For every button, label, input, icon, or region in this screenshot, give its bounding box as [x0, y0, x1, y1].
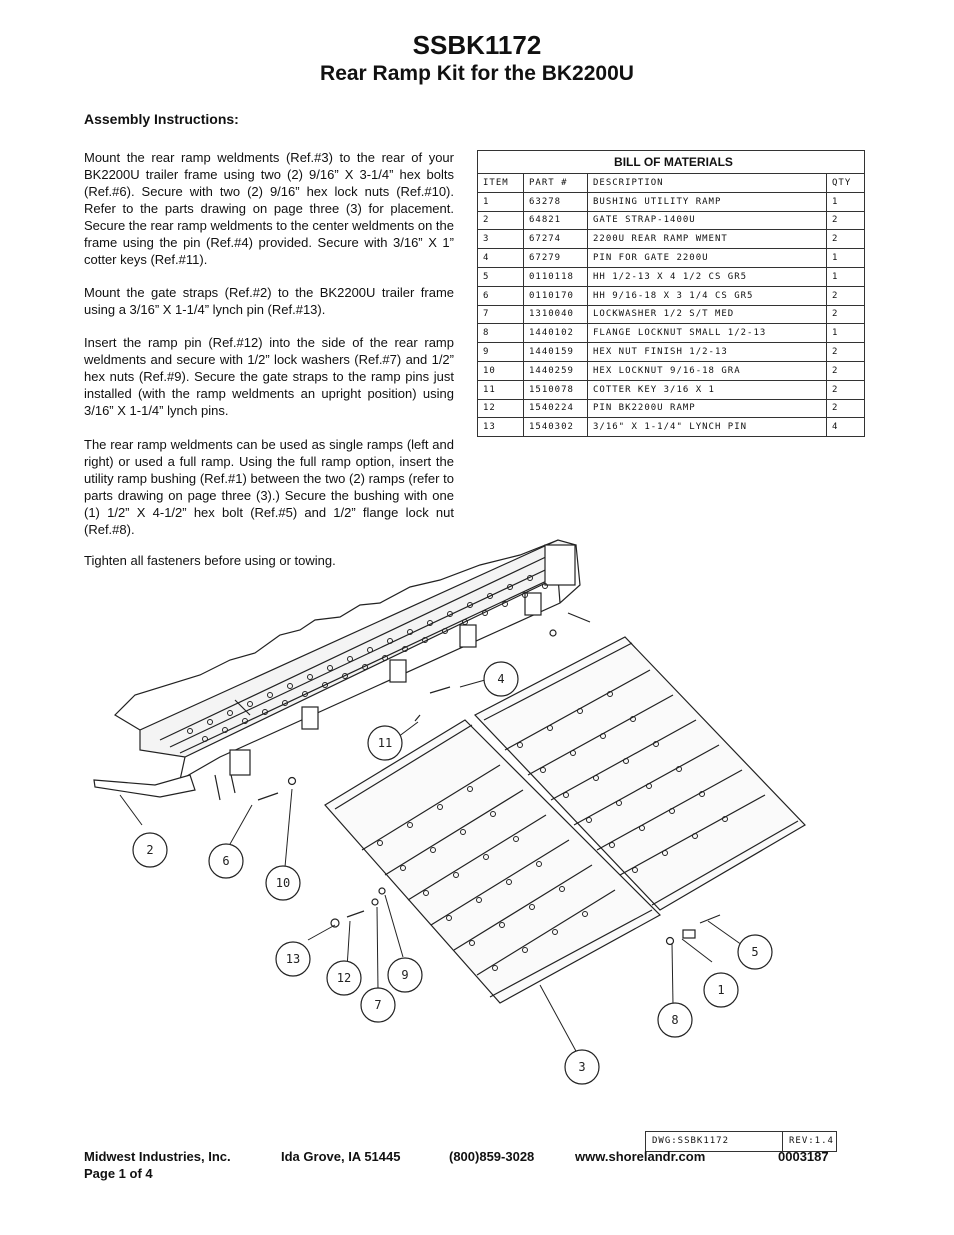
bom-cell: 1540224	[524, 399, 588, 418]
bom-row	[478, 286, 865, 305]
bom-cell: 2	[827, 211, 865, 230]
callout-label: 2	[146, 843, 154, 857]
bom-cell: FLANGE LOCKNUT SMALL 1/2-13	[588, 324, 827, 343]
bom-header-description: DESCRIPTION	[588, 174, 827, 193]
footer-phone: (800)859-3028	[449, 1149, 535, 1164]
bom-row	[478, 324, 865, 343]
callout-label: 10	[275, 876, 291, 890]
bom-cell: 3/16" X 1-1/4" LYNCH PIN	[588, 418, 827, 437]
bom-cell: 7	[478, 305, 524, 324]
bill-of-materials-table	[477, 150, 865, 437]
callout-label: 4	[497, 672, 505, 686]
revision: REV:1.4	[789, 1136, 834, 1146]
bom-cell: 1440259	[524, 361, 588, 380]
footer-company: Midwest Industries, Inc.	[84, 1149, 231, 1164]
footer-city: Ida Grove, IA 51445	[281, 1149, 401, 1164]
bom-cell: 1	[827, 249, 865, 268]
bom-cell: 63278	[524, 192, 588, 211]
bom-cell: 3	[478, 230, 524, 249]
instruction-paragraph: Mount the gate straps (Ref.#2) to the BK2200U trailer frame using a 3/16” X 1-1/4” lynch pin (Ref.#13).	[84, 285, 454, 317]
document-title: SSBK1172	[412, 30, 542, 60]
bom-cell: 1440159	[524, 343, 588, 362]
callout-label: 1	[717, 983, 725, 997]
bom-row	[478, 305, 865, 324]
bom-cell: 1440102	[524, 324, 588, 343]
bom-cell: 2	[478, 211, 524, 230]
bom-cell: 4	[478, 249, 524, 268]
footer-doc-number: 0003187	[778, 1149, 829, 1164]
bom-cell: 2200U REAR RAMP WMENT	[588, 230, 827, 249]
bom-cell: 67274	[524, 230, 588, 249]
bom-row	[478, 230, 865, 249]
bom-cell: 10	[478, 361, 524, 380]
bom-cell: LOCKWASHER 1/2 S/T MED	[588, 305, 827, 324]
bom-cell: 1540302	[524, 418, 588, 437]
bom-row	[478, 249, 865, 268]
bom-cell: 1	[478, 192, 524, 211]
bom-cell: 8	[478, 324, 524, 343]
bom-cell: 2	[827, 286, 865, 305]
bom-cell: 2	[827, 380, 865, 399]
bom-cell: 2	[827, 230, 865, 249]
bom-cell: 1	[827, 267, 865, 286]
bom-header-part: PART #	[524, 174, 588, 193]
bom-cell: 0110118	[524, 267, 588, 286]
bom-row	[478, 211, 865, 230]
bom-row	[478, 267, 865, 286]
instruction-paragraph: Mount the rear ramp weldments (Ref.#3) to the rear of your BK2200U trailer frame using two (2) 9/16” X 3-1/4” hex bolts (Ref.#6). Secure with two (2) 9/16” hex lock nuts (Ref.#10). Refer to the parts drawing on page three (3) for placement. Secure the rear ramp weldments to the center weldments on the frame using the pin (Ref.#4) provided. Secure with 3/16” X 1” cotter keys (Ref.#11).	[84, 150, 454, 267]
callout-label: 13	[285, 952, 301, 966]
drawing-number: DWG:SSBK1172	[652, 1136, 730, 1146]
bom-cell: 11	[478, 380, 524, 399]
bom-cell: 2	[827, 305, 865, 324]
instructions-heading: Assembly Instructions:	[84, 111, 239, 127]
bom-cell: 1	[827, 324, 865, 343]
bom-cell: 2	[827, 361, 865, 380]
bom-cell: 9	[478, 343, 524, 362]
footer-page-number: Page 1 of 4	[84, 1166, 153, 1181]
instruction-paragraph: Insert the ramp pin (Ref.#12) into the side of the rear ramp weldments and secure with 1/2” lock washers (Ref.#7) and 1/2” hex nuts (Ref.#9). Secure the gate straps to the ramp pins just installed (with the ramp weldments an upright position) using 3/16” X 1-1/4” lynch pins.	[84, 335, 454, 418]
bom-cell: 5	[478, 267, 524, 286]
callout-label: 3	[578, 1060, 586, 1074]
bom-cell: HH 9/16-18 X 3 1/4 CS GR5	[588, 286, 827, 305]
bom-cell: 0110170	[524, 286, 588, 305]
callout-label: 7	[374, 998, 382, 1012]
instruction-paragraph: Tighten all fasteners before using or towing.	[84, 553, 336, 568]
bom-header-row	[478, 174, 865, 193]
bom-cell: 13	[478, 418, 524, 437]
bom-cell: BUSHING UTILITY RAMP	[588, 192, 827, 211]
bom-cell: 67279	[524, 249, 588, 268]
callout-label: 5	[751, 945, 759, 959]
bom-cell: 2	[827, 343, 865, 362]
bom-cell: 6	[478, 286, 524, 305]
bom-cell: COTTER KEY 3/16 X 1	[588, 380, 827, 399]
bom-cell: 64821	[524, 211, 588, 230]
callout-label: 11	[377, 736, 393, 750]
callout-label: 8	[671, 1013, 679, 1027]
bom-cell: 1	[827, 192, 865, 211]
bom-cell: HEX LOCKNUT 9/16-18 GRA	[588, 361, 827, 380]
bom-row	[478, 380, 865, 399]
bom-header-item: ITEM	[478, 174, 524, 193]
footer-website: www.shorelandr.com	[575, 1149, 706, 1164]
bom-row	[478, 192, 865, 211]
bom-header-qty: QTY	[827, 174, 865, 193]
bom-row	[478, 418, 865, 437]
bom-cell: 4	[827, 418, 865, 437]
bom-cell: 12	[478, 399, 524, 418]
bom-row	[478, 399, 865, 418]
bom-cell: PIN BK2200U RAMP	[588, 399, 827, 418]
callout-label: 6	[222, 854, 230, 868]
bom-row	[478, 361, 865, 380]
instruction-paragraph: The rear ramp weldments can be used as single ramps (left and right) or used a full ramp. Using the full ramp option, insert the utility ramp bushing (Ref.#1) between the two (2) ramps (refer to parts drawing on page three (3).) Secure the bushing with one (1) 1/2” X 4-1/2” hex bolt (Ref.#5) and 1/2” flange lock nut (Ref.#8).	[84, 437, 454, 537]
bom-cell: 1310040	[524, 305, 588, 324]
bom-row	[478, 343, 865, 362]
bom-cell: HEX NUT FINISH 1/2-13	[588, 343, 827, 362]
document-subtitle: Rear Ramp Kit for the BK2200U	[320, 62, 634, 85]
bom-cell: PIN FOR GATE 2200U	[588, 249, 827, 268]
bom-caption: BILL OF MATERIALS	[478, 151, 865, 174]
bom-cell: GATE STRAP-1400U	[588, 211, 827, 230]
exploded-parts-drawing	[80, 525, 890, 1090]
bom-cell: 2	[827, 399, 865, 418]
callout-label: 9	[401, 968, 409, 982]
callout-label: 12	[336, 971, 352, 985]
bom-cell: HH 1/2-13 X 4 1/2 CS GR5	[588, 267, 827, 286]
bom-cell: 1510078	[524, 380, 588, 399]
